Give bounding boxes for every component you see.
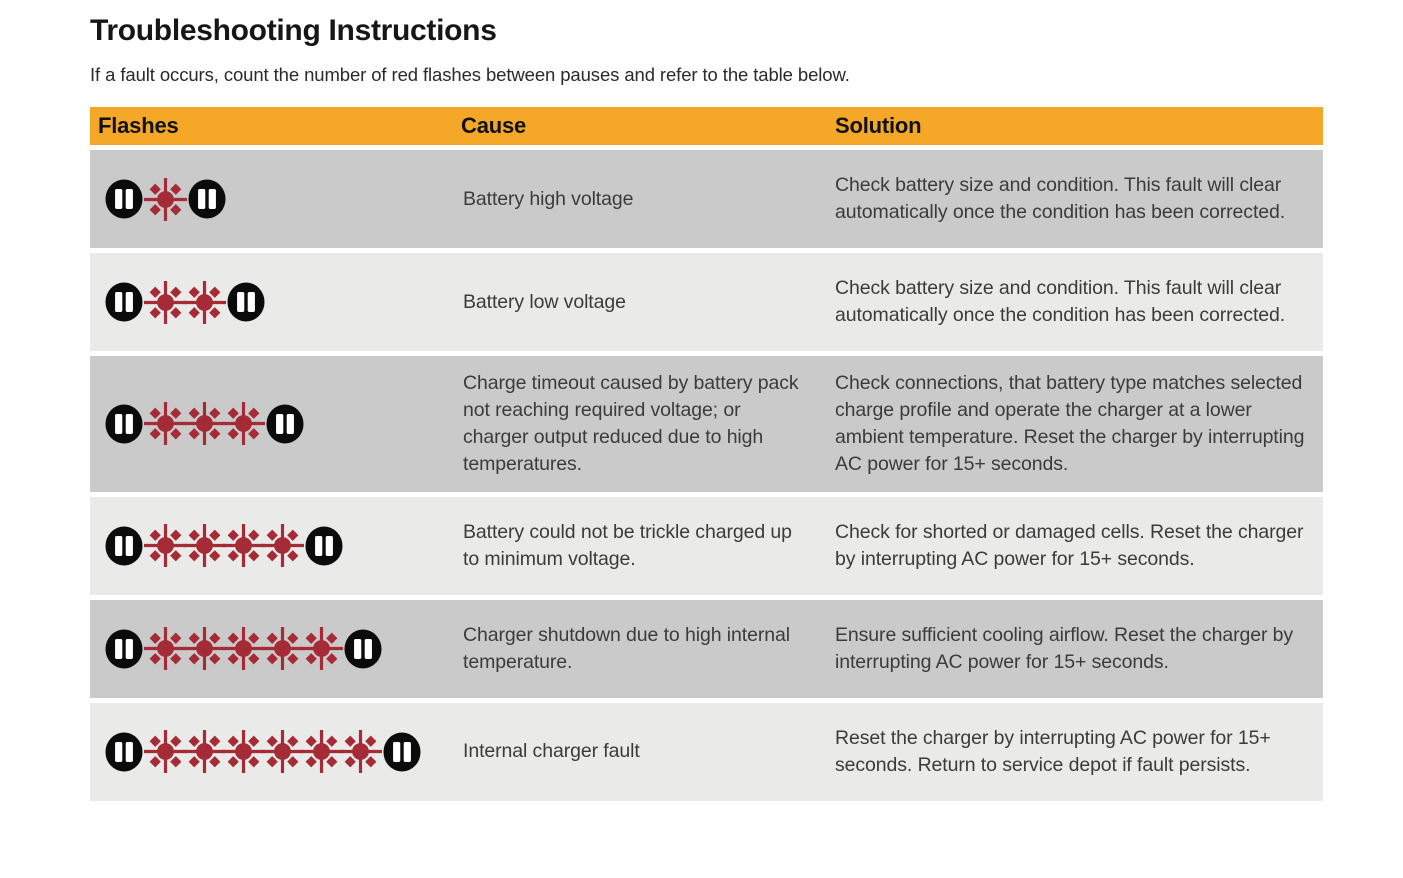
table-row xyxy=(90,356,1323,492)
red-flash-icon xyxy=(300,728,343,775)
solution-text: Check battery size and condition. This fault will clear automatically once the condition has been corrected. xyxy=(835,277,1286,326)
red-flash-icon xyxy=(144,522,187,569)
red-flash-icon xyxy=(144,728,187,775)
cause-text: Battery could not be trickle charged up to minimum voltage. xyxy=(463,520,792,570)
pause-icon xyxy=(105,179,143,219)
cause-text: Internal charger fault xyxy=(463,740,640,763)
pause-icon xyxy=(227,282,265,322)
table-row xyxy=(90,497,1323,595)
pause-icon xyxy=(105,282,143,322)
column-header-flashes: Flashes xyxy=(98,113,179,138)
pause-icon xyxy=(266,404,304,444)
document-page xyxy=(90,10,1323,801)
red-flash-icon xyxy=(183,522,226,569)
table-row xyxy=(90,703,1323,801)
red-flash-icon xyxy=(222,522,265,569)
page-subtitle: If a fault occurs, count the number of red flashes between pauses and refer to the table below. xyxy=(90,64,850,85)
cause-text: Charge timeout caused by battery pack not reaching required voltage; or charger output reduced due to high temperatures. xyxy=(463,372,799,475)
red-flash-icon xyxy=(183,625,226,672)
red-flash-icon xyxy=(222,728,265,775)
solution-text: Check connections, that battery type matches selected charge profile and operate the charger at a lower ambient temperature. Reset the charger by interrupting AC power for 15+ seconds. xyxy=(835,372,1305,475)
flash-sequence xyxy=(90,390,455,457)
table-row xyxy=(90,253,1323,351)
column-header-solution: Solution xyxy=(835,113,922,138)
red-flash-icon xyxy=(339,728,382,775)
solution-text: Check battery size and condition. This fault will clear automatically once the condition has been corrected. xyxy=(835,174,1286,223)
solution-text: Check for shorted or damaged cells. Reset the charger by interrupting AC power for 15+ seconds. xyxy=(835,520,1304,570)
pause-icon xyxy=(105,404,143,444)
table-row xyxy=(90,600,1323,698)
red-flash-icon xyxy=(300,625,343,672)
flash-sequence xyxy=(90,615,455,682)
cause-text: Battery high voltage xyxy=(463,187,634,210)
pause-icon xyxy=(105,732,143,772)
pause-icon xyxy=(188,179,226,219)
red-flash-icon xyxy=(222,625,265,672)
cause-text: Charger shutdown due to high internal temperature. xyxy=(463,623,790,673)
red-flash-icon xyxy=(183,400,226,447)
flash-sequence xyxy=(90,718,455,785)
pause-icon xyxy=(383,732,421,772)
pause-icon xyxy=(344,629,382,669)
red-flash-icon xyxy=(261,522,304,569)
red-flash-icon xyxy=(144,279,187,326)
table-header xyxy=(90,107,1323,145)
flash-sequence xyxy=(90,269,455,336)
solution-text: Reset the charger by interrupting AC power for 15+ seconds. Return to service depot if fault persists. xyxy=(835,726,1271,776)
flash-sequence xyxy=(90,166,455,233)
red-flash-icon xyxy=(261,728,304,775)
troubleshooting-table xyxy=(90,107,1323,801)
solution-text: Ensure sufficient cooling airflow. Reset the charger by interrupting AC power for 15+ seconds. xyxy=(835,623,1294,673)
red-flash-icon xyxy=(183,728,226,775)
page-title: Troubleshooting Instructions xyxy=(90,14,497,47)
column-header-cause: Cause xyxy=(461,113,527,138)
red-flash-icon xyxy=(144,400,187,447)
red-flash-icon xyxy=(222,400,265,447)
table-rows xyxy=(90,150,1323,801)
flash-sequence xyxy=(90,512,455,579)
red-flash-icon xyxy=(183,279,226,326)
cause-text: Battery low voltage xyxy=(463,290,626,313)
red-flash-icon xyxy=(144,625,187,672)
table-row xyxy=(90,150,1323,248)
pause-icon xyxy=(305,526,343,566)
pause-icon xyxy=(105,629,143,669)
pause-icon xyxy=(105,526,143,566)
red-flash-icon xyxy=(144,176,187,223)
red-flash-icon xyxy=(261,625,304,672)
